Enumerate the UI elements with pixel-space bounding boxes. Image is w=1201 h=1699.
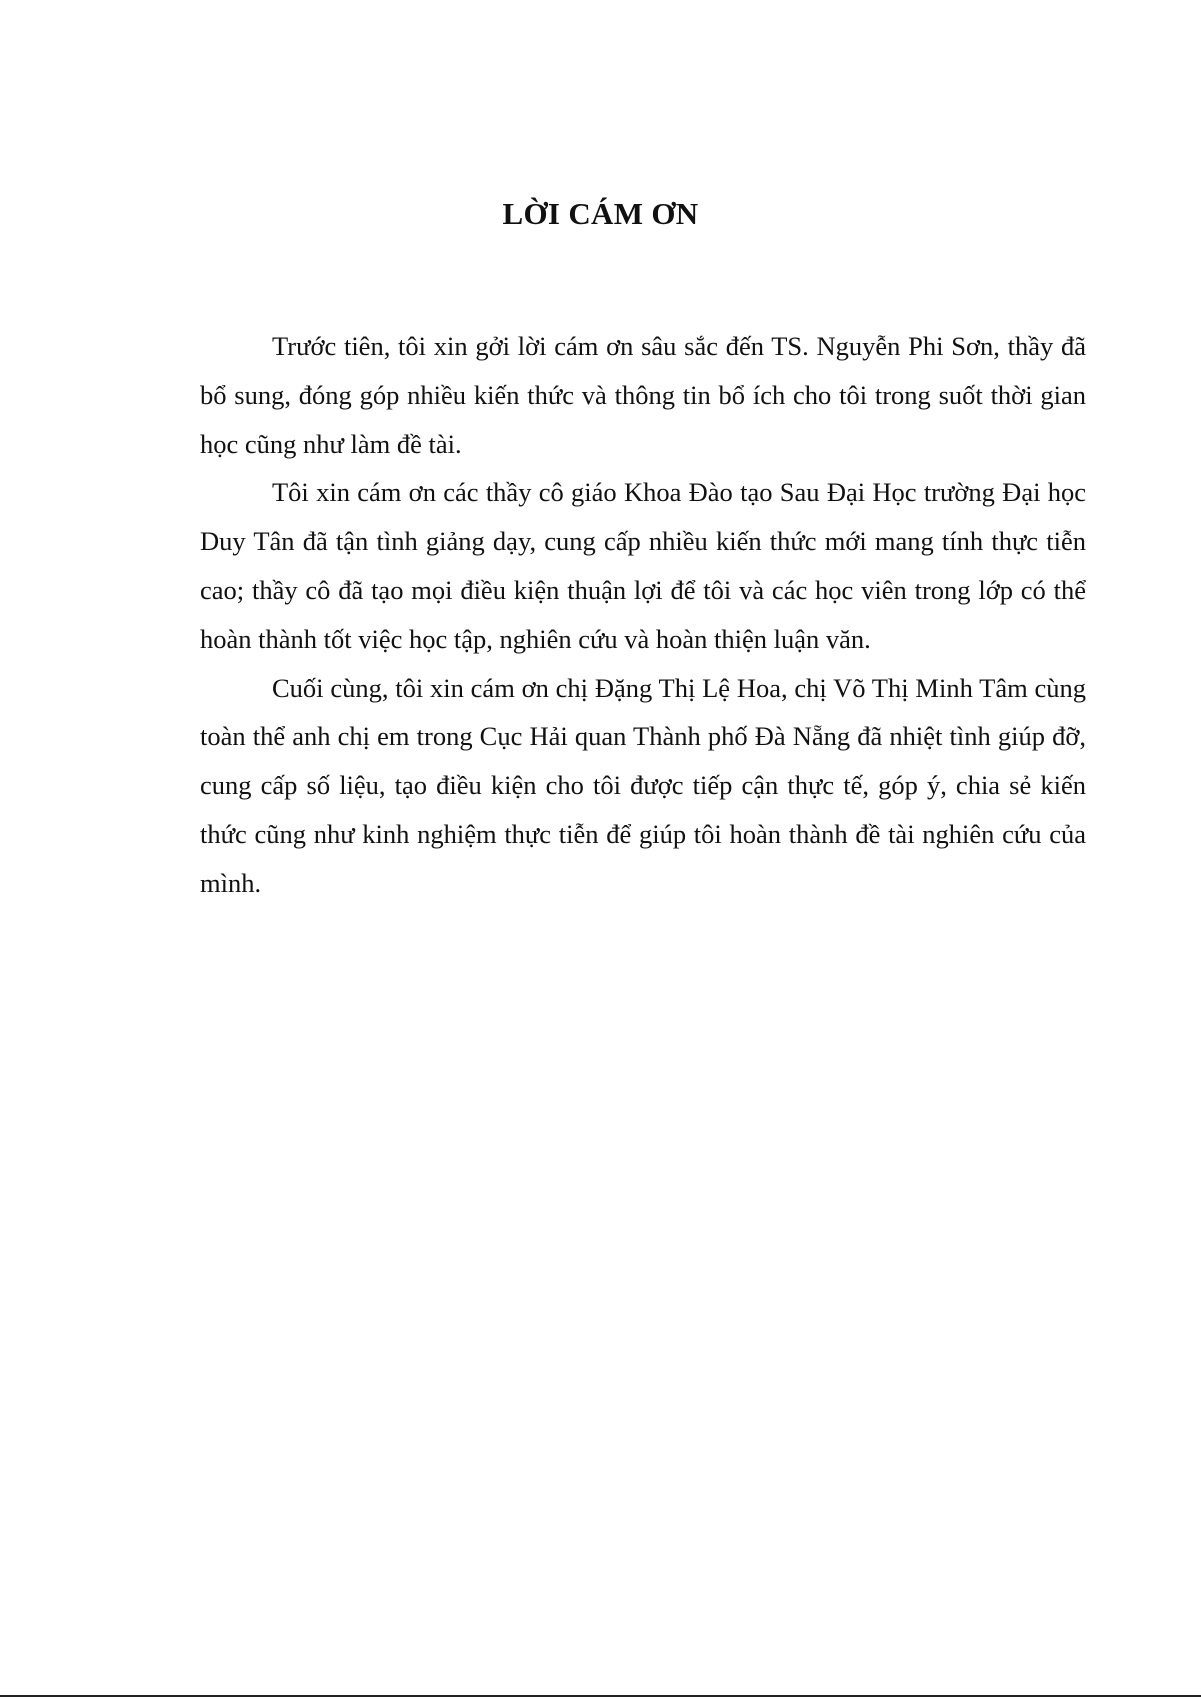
paragraph-3: Cuối cùng, tôi xin cám ơn chị Đặng Thị Lệ Hoa, chị Võ Thị Minh Tâm cùng toàn thể anh chị em trong Cục Hải quan Thành phố Đà Nẵng đã nhiệt tình giúp đỡ, cung cấp số liệu, tạo điều kiện cho tôi được tiếp cận thực tế, góp ý, chia sẻ kiến thức cũng như kinh nghiệm thực tiễn để giúp tôi hoàn thành đề tài nghiên cứu của mình. [200, 672, 1086, 898]
page-title: LỜI CÁM ƠN [502, 196, 699, 231]
page-bottom-rule [0, 1695, 1201, 1697]
paragraph-1: Trước tiên, tôi xin gởi lời cám ơn sâu sắc đến TS. Nguyễn Phi Sơn, thầy đã bổ sung, đóng góp nhiều kiến thức và thông tin bổ ích cho tôi trong suốt thời gian học cũng như làm đề tài. [200, 331, 1086, 459]
paragraph-2: Tôi xin cám ơn các thầy cô giáo Khoa Đào tạo Sau Đại Học trường Đại học Duy Tân đã tận tình giảng dạy, cung cấp nhiều kiến thức mới mang tính thực tiễn cao; thầy cô đã tạo mọi điều kiện thuận lợi để tôi và các học viên trong lớp có thể hoàn thành tốt việc học tập, nghiên cứu và hoàn thiện luận văn. [200, 477, 1086, 654]
acknowledgement-body [200, 322, 1086, 908]
